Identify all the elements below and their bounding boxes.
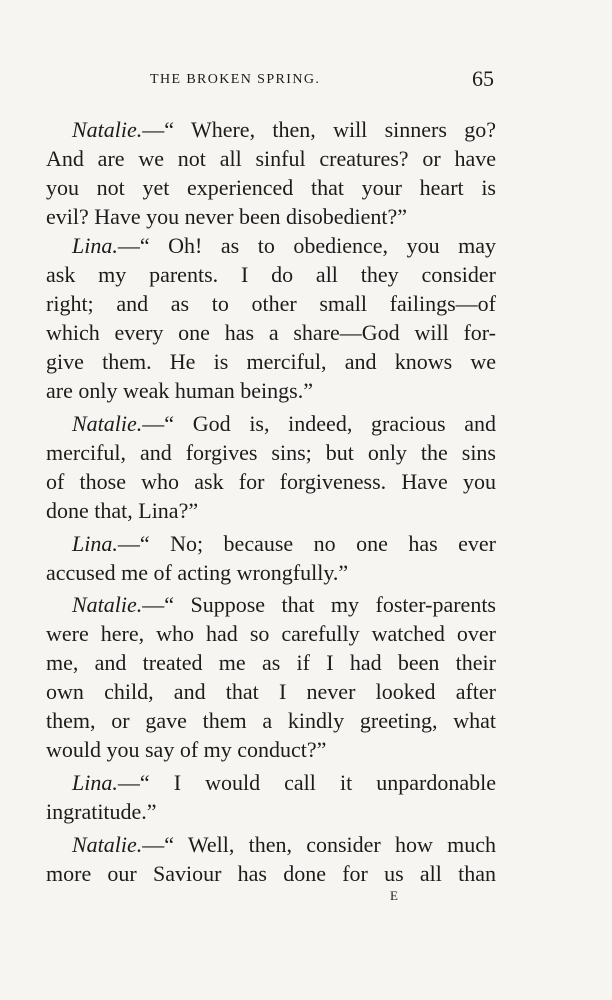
text-line: them, or gave them a kindly greeting, what	[46, 708, 496, 733]
text-line: right; and as to other small failings—of	[46, 291, 496, 316]
speaker-name: Natalie.	[72, 832, 143, 857]
line-text: —“ I would call it unpardonable	[117, 770, 496, 795]
text-line: are only weak human beings.”	[46, 378, 313, 403]
text-line: ask my parents. I do all they consider	[46, 262, 496, 287]
text-line: And are we not all sinful creatures? or have	[46, 146, 496, 171]
text-line	[72, 232, 496, 260]
speaker-name: Natalie.	[72, 117, 143, 142]
text-line: you not yet experienced that your heart is	[46, 175, 496, 200]
running-title: THE BROKEN SPRING.	[150, 72, 321, 87]
text-line	[72, 116, 496, 144]
text-line: more our Saviour has done for us all than	[46, 861, 496, 886]
text-line	[72, 410, 496, 438]
speaker-name: Lina.	[72, 770, 118, 795]
text-line	[72, 591, 496, 619]
text-line: accused me of acting wrongfully.”	[46, 560, 349, 585]
signature-mark: E	[390, 888, 399, 903]
text-line	[72, 769, 496, 797]
speaker-name: Lina.	[72, 233, 118, 258]
line-text: —“ Well, then, consider how much	[142, 832, 496, 857]
speaker-name: Natalie.	[72, 411, 143, 436]
text-line	[72, 530, 496, 558]
text-line: merciful, and forgives sins; but only the sins	[46, 440, 496, 465]
text-line: would you say of my conduct?”	[46, 737, 327, 762]
text-line: of those who ask for forgiveness. Have you	[46, 469, 496, 494]
text-line: ingratitude.”	[46, 799, 157, 824]
speaker-name: Natalie.	[72, 592, 143, 617]
text-line: were here, who had so carefully watched over	[46, 621, 496, 646]
line-text: —“ Oh! as to obedience, you may	[117, 233, 496, 258]
speaker-name: Lina.	[72, 531, 118, 556]
line-text: —“ No; because no one has ever	[117, 531, 496, 556]
line-text: —“ Suppose that my foster-parents	[142, 592, 496, 617]
line-text: —“ Where, then, will sinners go?	[142, 117, 496, 142]
text-line: done that, Lina?”	[46, 498, 199, 523]
text-line: me, and treated me as if I had been their	[46, 650, 496, 675]
text-line: evil? Have you never been disobedient?”	[46, 204, 408, 229]
text-line: give them. He is merciful, and knows we	[46, 349, 496, 374]
text-line	[72, 831, 496, 859]
page-number: 65	[472, 66, 494, 91]
text-line: own child, and that I never looked after	[46, 679, 496, 704]
line-text: —“ God is, indeed, gracious and	[142, 411, 496, 436]
text-line: which every one has a share—God will for-	[46, 320, 496, 345]
